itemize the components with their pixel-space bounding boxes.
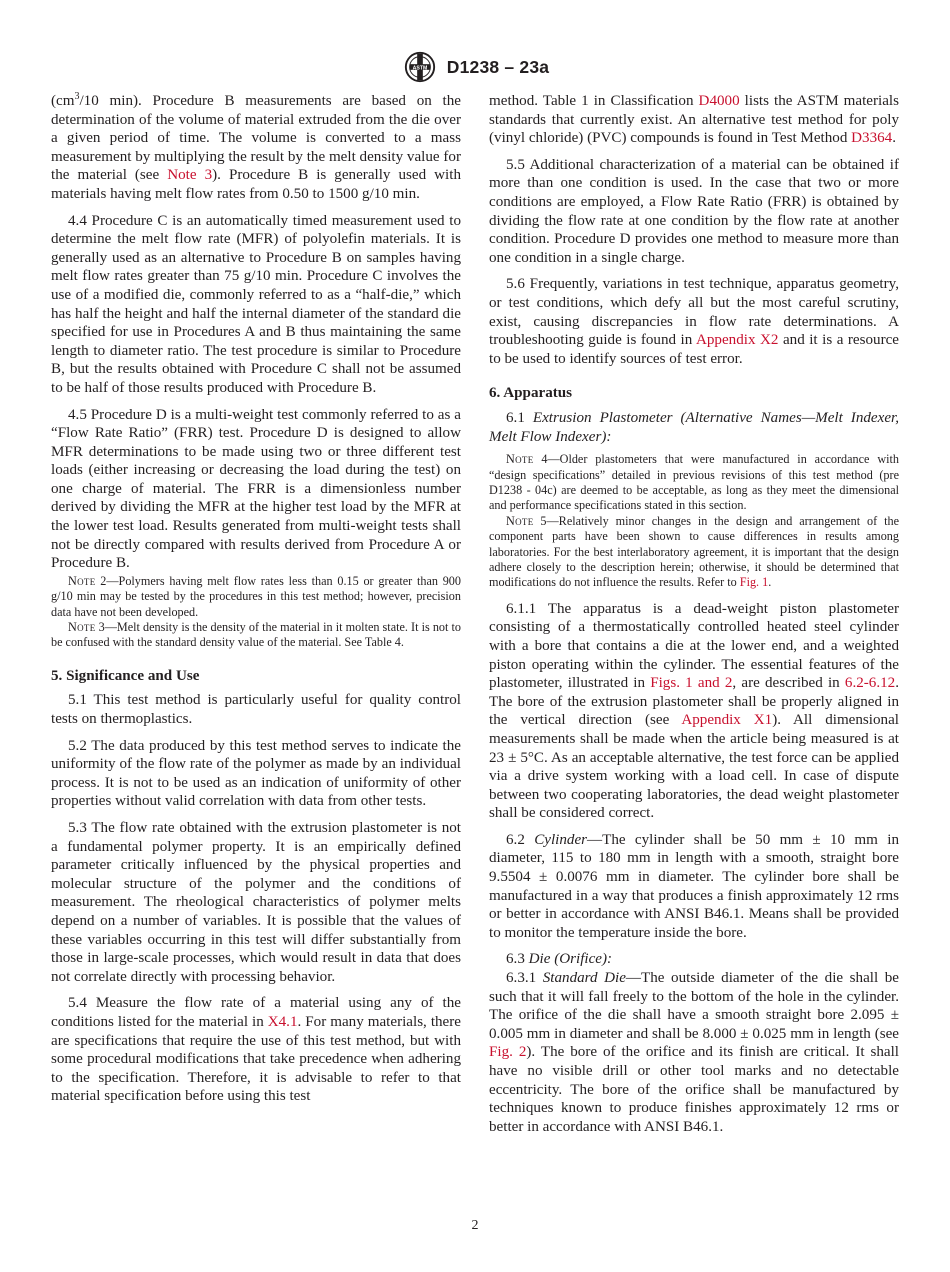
paragraph-5-4: 5.4 Measure the flow rate of a material using any of the conditions listed for the material in X4.1. For many materials, there are specifications that require the use of this test method, but with some procedural modifications that take precedence when adhering to the specification. Therefore, it is advisable to refer to that material specification before using this test [51,995,461,1105]
note-4: Note 4—Older plastometers that were manufactured in accordance with “design specifications” detailed in previous revisions of this test method (pre D1238 - 04c) are deemed to be acceptable, as long as they meet the dimensional and performance specifications stated in this section. [489,452,899,513]
link-appendix-x1[interactable]: Appendix X1 [681,712,773,729]
note-3: Note 3—Melt density is the density of the material in it molten state. It is not to be confused with the standard density value of the material. See Table 4. [51,620,461,650]
section-5-heading: 5. Significance and Use [51,667,200,684]
paragraph-5-3: 5.3 The flow rate obtained with the extrusion plastometer is not a fundamental polymer property. It is an empirically defined parameter critically influenced by the physical properties and molecular structure of the polymer and the conditions of measurement. The rheological characteristics of polymer melts depend on a number of variables. It is possible that the values of these variables occurring in this test will differ substantially from those in large-scale processes, which would result in data that does not correlate directly with processing behavior. [51,820,461,985]
paragraph-6-1: 6.1 Extrusion Plastometer (Alternative Names—Melt Indexer, Melt Flow Indexer): [489,409,899,445]
note-5: Note 5—Relatively minor changes in the design and arrangement of the component parts have been shown to cause differences in results among laboratories. For the best interlaboratory agreement, it is important that the design adhere closely to the description herein; otherwise, it should be determined that modifications do not influence the results. Refer to Fig. 1. [489,513,899,590]
paragraph-6-2: 6.2 Cylinder—The cylinder shall be 50 mm ± 10 mm in diameter, 115 to 180 mm in length with a smooth, straight bore 9.5504 ± 0.0076 mm in diameter. The cylinder bore shall be manufactured in a way that produces a finish approximately 12 rms or better in accordance with ANSI B46.1. Means shall be provided to monitor the temperature inside the bore. [489,831,899,941]
section-6-heading: 6. Apparatus [489,385,573,402]
link-note-3[interactable]: Note 3 [167,167,213,184]
paragraph-6-1-1: 6.1.1 The apparatus is a dead-weight piston plastometer consisting of a thermostatically controlled heated steel cylinder with a bore that contains a die at the lower end, and a weighted piston operating within the cylinder. The essential features of the plastometer, illustrated in Figs. 1 and 2, are described in 6.2-6.12. The bore of the extrusion plastometer shall be properly aligned in the vertical direction (see Appendix X1). All dimensional measurements shall be made when the article being measured is at 23 ± 5°C. As an acceptable alternative, the test force can be applied via a drive system working with a load cell. In case of dispute between two cooperating laboratories, the dead weight plastometer shall be considered correct. [489,600,899,822]
paragraph-5-1: 5.1 This test method is particularly useful for quality control tests on thermoplastics. [51,692,461,728]
paragraph-6-3: 6.3 Die (Orifice): [506,951,613,968]
left-column [51,92,461,1114]
paragraph-5-4-cont: method. Table 1 in Classification D4000 lists the ASTM materials standards that currently exist. An alternative test method for poly (vinyl chloride) (PVC) compounds is found in Test Method D3364. [489,93,899,147]
link-d3364[interactable]: D3364 [851,130,893,147]
link-appendix-x2[interactable]: Appendix X2 [695,332,779,349]
paragraph-5-5: 5.5 Additional characterization of a material can be obtained if more than one condition is used. In the case that two or more conditions are employed, a Flow Rate Ratio (FRR) is obtained by dividing the flow rate at one condition by the flow rate at another condition. Procedure D provides one method to measure more than one condition in a single charge. [489,156,899,266]
paragraph-5-2: 5.2 The data produced by this test method serves to indicate the uniformity of the flow rate of the polymer as made by an individual process. It is not to be used as an indication of uniformity of other properties without valid correlation with data from other tests. [51,737,461,810]
paragraph-4-5: 4.5 Procedure D is a multi-weight test commonly referred to as a “Flow Rate Ratio” (FRR) test. Procedure D is designed to allow MFR determinations to be made using two or three different test loads (either increasing or decreasing the load during the test) on one charge of material. The FRR is a dimensionless number derived by dividing the MFR at the higher test load by the MFR at the lower test load. Results generated from multi-weight tests shall not be directly compared with results derived from Procedure A or Procedure B. [51,406,461,572]
link-fig-1[interactable]: Fig. 1 [739,575,769,590]
paragraph-4-3-cont: ($cm^3/10$ min). Procedure B measurements are based on the determination of the volume of material extruded from the die over a given period of time. The volume is converted to a mass measurement by multiplying the result by the melt density value for the material (see Note 3). Procedure B is generally used with materials having melt flow rates from 0.50 to 1500 g/10 min. [51,90,461,202]
svg-text:ASTM: ASTM [412,65,428,72]
paragraph-4-4: 4.4 Procedure C is an automatically timed measurement used to determine the melt flow rate (MFR) of polyolefin materials. It is generally used as an alternative to Procedure B on samples having melt flow rates greater than 75 g/10 min. Procedure C involves the use of a modified die, commonly referred to as a “half-die,” which has half the height and half the internal diameter of the standard die specified for use in Procedures A and B thus maintaining the same length to diameter ratio. The test procedure is similar to Procedure B, but the results obtained with Procedure C shall not be assumed to be half of those results produced with Procedure B. [51,212,461,396]
link-d4000[interactable]: D4000 [698,93,740,109]
standard-designation: D1238 – 23a [446,56,550,77]
link-x4-1[interactable]: X4.1 [267,1013,298,1030]
page-number: 2 [471,1218,479,1233]
page-header [0,50,950,84]
note-2: Note 2—Polymers having melt flow rates less than 0.15 or greater than 900 g/10 min may be tested by the procedures in this test method; however, precision data have not been developed. [51,573,461,619]
link-figs-1-2[interactable]: Figs. 1 and 2 [650,675,733,692]
paragraph-5-6: 5.6 Frequently, variations in test technique, apparatus geometry, or test conditions, which defy all but the most careful scrutiny, exist, causing discrepancies in flow rate determinations. A troubleshooting guide is found in Appendix X2 and it is a resource to be used to identify sources of test error. [489,276,900,367]
link-fig-2[interactable]: Fig. 2 [489,1044,527,1061]
right-column [489,92,899,1144]
paragraph-6-3-1: 6.3.1 Standard Die—The outside diameter of the die shall be such that it will fall freely to the bottom of the hole in the cylinder. The orifice of the die shall have a smooth straight bore 2.095 ± 0.005 mm in diameter and shall be 8.000 ± 0.025 mm in length (see Fig. 2). The bore of the orifice and its finish are critical. It shall have no visible drill or other tool marks and no detectable eccentricity. The bore of the orifice shall be manufactured by techniques known to produce finishes approximately 12 rms or better in accordance with ANSI B46.1. [489,970,899,1135]
astm-logo-icon [401,50,439,84]
link-6-2-6-12[interactable]: 6.2-6.12 [844,675,896,692]
